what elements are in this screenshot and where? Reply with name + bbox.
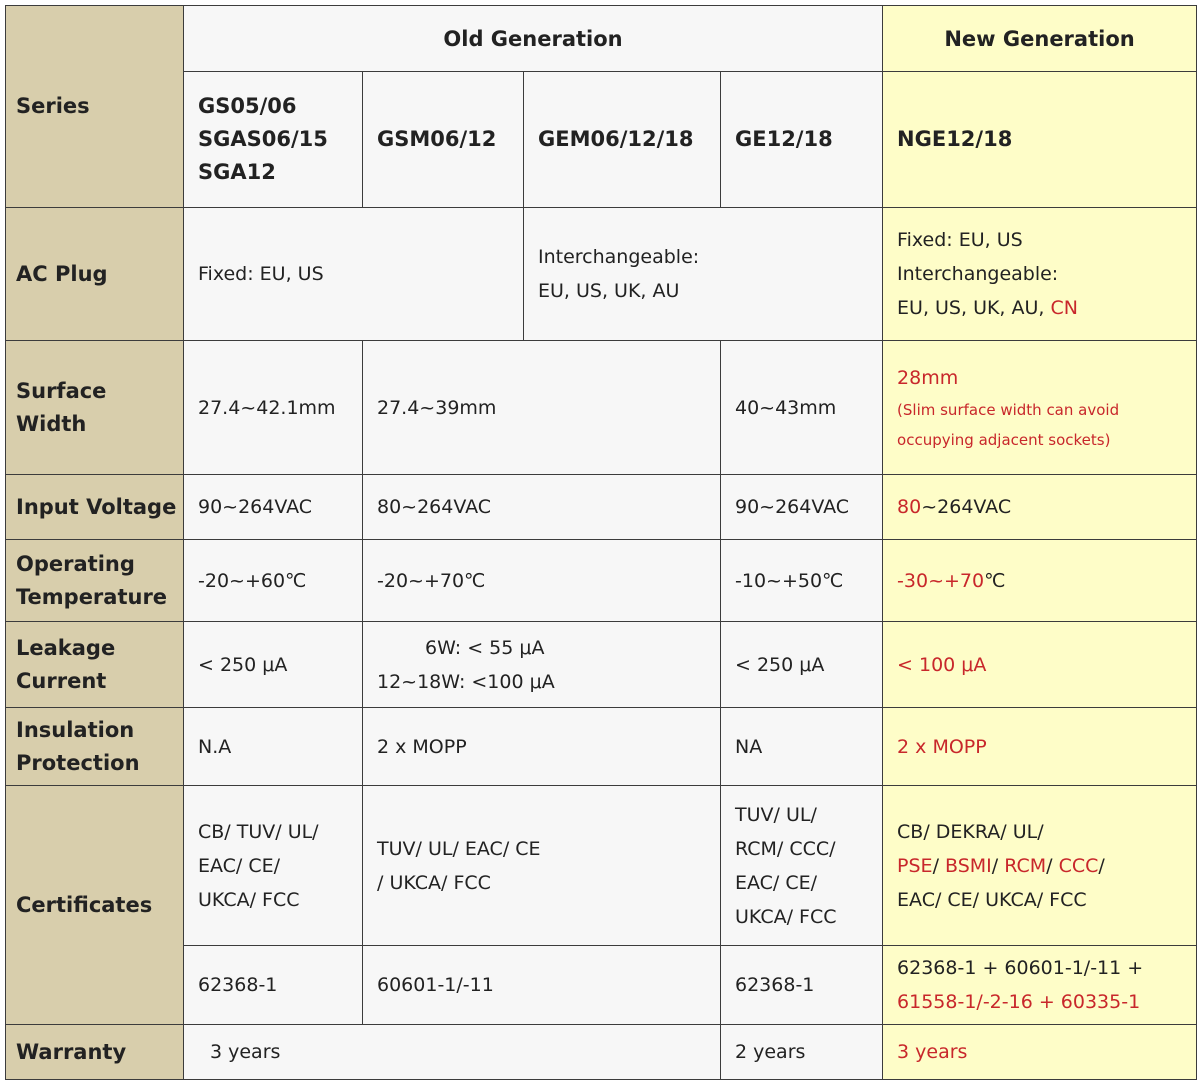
input-voltage-new (883, 475, 1197, 540)
certificate-highlight: CCC (1058, 854, 1099, 877)
input-voltage-gsm-gem: 80~264VAC (363, 475, 721, 540)
input-voltage-label: Input Voltage (6, 475, 184, 540)
ac-plug-line: Interchangeable: (538, 246, 700, 268)
series-gsm-cell: GSM06/12 (363, 72, 524, 208)
input-voltage-new-highlight: 80 (897, 496, 922, 518)
warranty-old-b: 2 years (721, 1025, 883, 1080)
operating-temperature-label: Operating Temperature (6, 540, 184, 622)
leakage-current-gsm-gem (363, 622, 721, 708)
operating-temperature-gsm-gem: -20~+70℃ (363, 540, 721, 622)
certificates-gs-line: UKCA/ FCC (198, 888, 300, 911)
ac-plug-label: AC Plug (6, 208, 184, 341)
certificates-new (883, 786, 1197, 946)
input-voltage-new-rest: ~264VAC (921, 496, 1012, 518)
series-label: Series (6, 6, 184, 208)
leakage-current-gs: < 250 μA (184, 622, 363, 708)
insulation-protection-label: Insulation Protection (6, 708, 184, 786)
series-gs-line: SGAS06/15 (198, 127, 328, 151)
surface-width-new-note: (Slim surface width can avoid (897, 400, 1120, 419)
ac-plug-new-line (897, 291, 1196, 325)
leakage-current-new: < 100 μA (883, 622, 1197, 708)
standards-new-highlight-line: 61558-1/-2-16 + 60335-1 (897, 991, 1141, 1013)
surface-width-label: Surface Width (6, 341, 184, 475)
new-generation-header: New Generation (883, 6, 1197, 72)
series-gs-line: GS05/06 (198, 94, 297, 118)
operating-temperature-new-highlight: -30~+70 (897, 569, 985, 592)
warranty-label: Warranty (6, 1025, 184, 1080)
insulation-protection-gs: N.A (184, 708, 363, 786)
operating-temperature-ge: -10~+50℃ (721, 540, 883, 622)
insulation-protection-gsm-gem: 2 x MOPP (363, 708, 721, 786)
certificate-separator: / (1098, 854, 1105, 877)
warranty-old-a: 3 years (184, 1025, 721, 1080)
leakage-current-line: 6W: < 55 μA (425, 636, 545, 659)
surface-width-gsm-gem: 27.4~39mm (363, 341, 721, 475)
ac-plug-new-cell (883, 208, 1197, 341)
certificates-label: Certificates (6, 786, 184, 1025)
certificates-ge-line: RCM/ CCC/ (735, 837, 836, 860)
leakage-current-label: Leakage Current (6, 622, 184, 708)
certificate-separator: / (932, 854, 946, 877)
certificates-gs-line: CB/ TUV/ UL/ (198, 820, 319, 843)
certificate-highlight: PSE (897, 854, 933, 877)
ac-plug-interchangeable-cell (524, 208, 883, 341)
certificate-separator: / (1046, 854, 1059, 877)
certificates-gsm-gem-line: TUV/ UL/ EAC/ CE (377, 837, 541, 860)
certificates-ge-line: EAC/ CE/ (735, 871, 818, 894)
input-voltage-ge: 90~264VAC (721, 475, 883, 540)
insulation-protection-ge: NA (721, 708, 883, 786)
input-voltage-gs: 90~264VAC (184, 475, 363, 540)
certificates-ge (721, 786, 883, 946)
old-generation-header: Old Generation (184, 6, 883, 72)
surface-width-ge: 40~43mm (721, 341, 883, 475)
operating-temperature-gs: -20~+60℃ (184, 540, 363, 622)
certificate-highlight: RCM (1004, 854, 1047, 877)
certificates-new-marked-line (897, 849, 1196, 883)
leakage-current-ge: < 250 μA (721, 622, 883, 708)
ac-plug-fixed-cell: Fixed: EU, US (184, 208, 524, 341)
operating-temperature-new-rest: ℃ (984, 569, 1006, 592)
ac-plug-new-line: Interchangeable: (897, 263, 1059, 285)
surface-width-new-note: occupying adjacent sockets) (897, 430, 1111, 449)
certificates-ge-line: TUV/ UL/ (735, 803, 817, 826)
ac-plug-new-highlight: CN (1050, 297, 1078, 319)
surface-width-new (883, 341, 1197, 475)
certificate-highlight: BSMI (945, 854, 992, 877)
standards-ge: 62368-1 (721, 946, 883, 1025)
surface-width-gs: 27.4~42.1mm (184, 341, 363, 475)
operating-temperature-new (883, 540, 1197, 622)
standards-gsm-gem: 60601-1/-11 (363, 946, 721, 1025)
certificates-gsm-gem-line: / UKCA/ FCC (377, 871, 491, 894)
certificates-gs (184, 786, 363, 946)
series-new-cell: NGE12/18 (883, 72, 1197, 208)
comparison-table (5, 5, 1197, 1080)
certificates-ge-line: UKCA/ FCC (735, 905, 837, 928)
ac-plug-new-line: Fixed: EU, US (897, 229, 1023, 251)
surface-width-new-value: 28mm (897, 366, 959, 389)
series-gem-cell: GEM06/12/18 (524, 72, 721, 208)
ac-plug-line: EU, US, UK, AU (538, 280, 680, 302)
certificates-new-line: EAC/ CE/ UKCA/ FCC (897, 888, 1087, 911)
standards-new (883, 946, 1197, 1025)
certificate-separator: / (991, 854, 1005, 877)
standards-new-line: 62368-1 + 60601-1/-11 + (897, 957, 1144, 979)
certificates-gs-line: EAC/ CE/ (198, 854, 281, 877)
series-ge-cell: GE12/18 (721, 72, 883, 208)
warranty-new: 3 years (883, 1025, 1197, 1080)
standards-gs: 62368-1 (184, 946, 363, 1025)
leakage-current-line: 12~18W: <100 μA (377, 670, 555, 693)
ac-plug-new-text: EU, US, UK, AU, (897, 297, 1051, 319)
insulation-protection-new: 2 x MOPP (883, 708, 1197, 786)
certificates-new-line: CB/ DEKRA/ UL/ (897, 820, 1044, 843)
certificates-gsm-gem (363, 786, 721, 946)
series-gs-cell (184, 72, 363, 208)
series-gs-line: SGA12 (198, 160, 276, 184)
